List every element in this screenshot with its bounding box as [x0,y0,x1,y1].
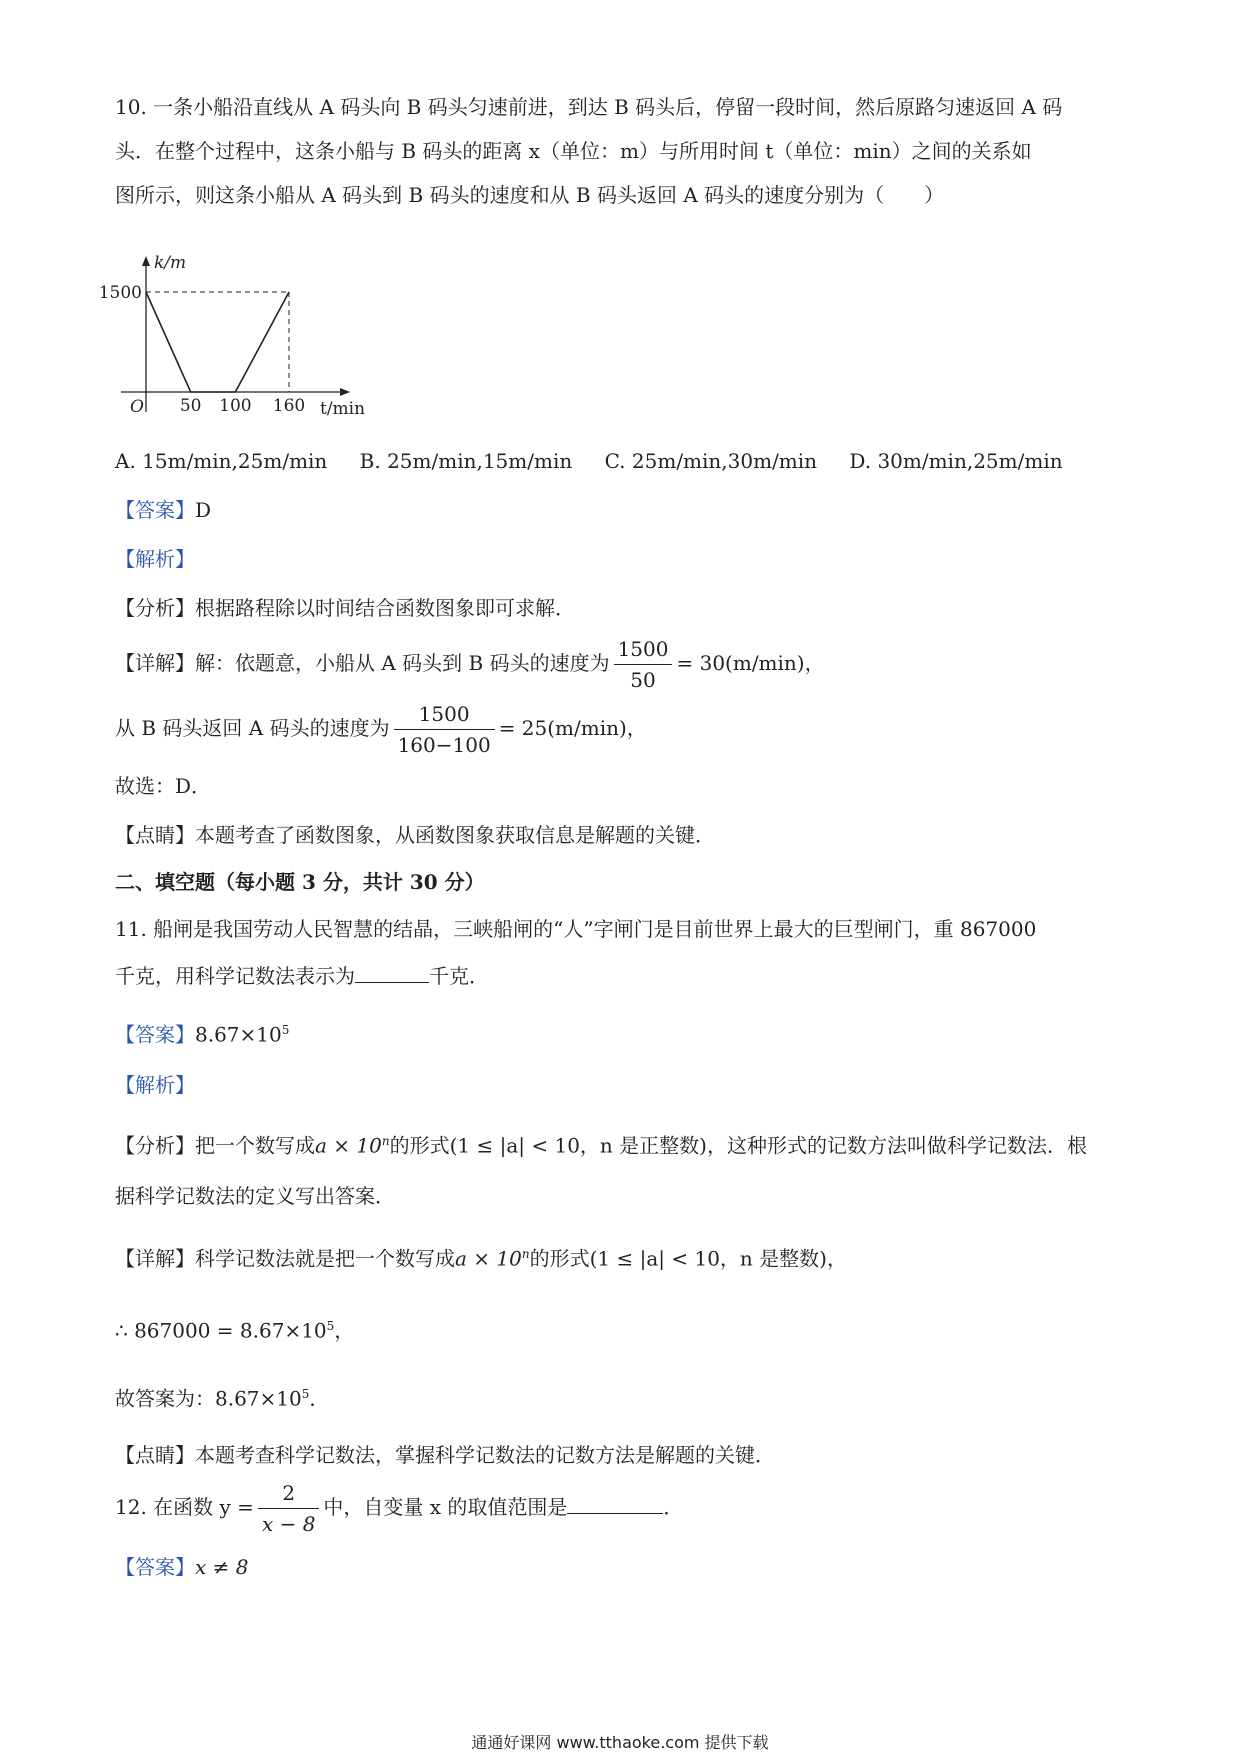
xiangjie-expr: a × 10 [455,1246,522,1271]
q12-answer-value: x ≠ 8 [195,1555,249,1579]
q11-line2-b: 千克． [429,964,489,988]
q11-final-answer [115,1380,329,1413]
q12-line [115,1476,683,1539]
xiangjie-text-b: 的形式(1 ≤ |a| < 10，n 是整数)， [529,1246,847,1271]
section-2-heading: 二、填空题（每小题 3 分，共计 30 分） [115,870,485,894]
q12-fraction [258,1478,319,1539]
q10-answer [115,496,211,524]
q11-equation [115,1312,354,1345]
eq-end: ， [334,1318,355,1343]
q11-answer [115,1016,289,1049]
eq-exp: 5 [326,1319,335,1333]
option-b: B. 25m/min,15m/min [359,449,573,473]
gu-end: ． [309,1386,330,1411]
q10-line3: 图所示，则这条小船从 A 码头到 B 码头的速度和从 B 码头返回 A 码头的速度分别为（ ） [115,183,945,207]
q11-line2-a: 千克，用科学记数法表示为 [115,964,355,988]
fenxi-exp: n [381,1134,390,1148]
q10-fenxi [115,594,575,622]
distance-time-chart [98,250,440,430]
answer-value: D [195,498,212,522]
q11-line1: 11. 船闸是我国劳动人民智慧的结晶，三峡船闸的“人”字闸门是目前世界上最大的巨型闸门，重 867000 [115,917,1037,941]
xiangjie-exp: n [521,1247,530,1261]
gu-pre: 故答案为：8.67×10 [115,1386,302,1411]
x-tick-100: 100 [219,396,252,416]
y-axis-label: k/m [154,253,187,273]
fenxi-text-a: 把一个数写成 [195,1133,315,1158]
eq-base: ∴ 867000 = 8.67×10 [115,1318,327,1343]
q12-answer [115,1553,248,1581]
q11-line2 [115,962,489,990]
q10-line2: 头．在整个过程中，这条小船与 B 码头的距离 x（单位：m）与所用时间 t（单位：min）之间的关系如 [115,139,1032,163]
q12-post: 中，自变量 x 的取值范围是 [323,1495,568,1519]
x-tick-160: 160 [272,396,306,416]
answer-tag: 【答案】 [115,1022,195,1047]
q12-frac-num: 2 [258,1478,319,1509]
q10-line1: 10. 一条小船沿直线从 A 码头向 B 码头匀速前进，到达 B 码头后，停留一段时间，然后原路匀速返回 A 码 [115,95,1063,119]
x-tick-50: 50 [179,396,202,416]
y-tick-1500: 1500 [98,283,142,303]
q10-analysis-tag: 【解析】 [115,547,195,571]
dianjing-text: 本题考查了函数图象，从函数图象获取信息是解题的关键． [195,823,715,847]
q10-guxuan: 故选：D． [115,774,212,798]
frac1-result: = 30(m/min)， [676,651,825,675]
xiangjie-tag: 【详解】 [115,1246,195,1271]
q10-return-speed [115,697,647,760]
x-axis-arrow [340,388,350,396]
answer-tag: 【答案】 [115,498,195,522]
y-axis-arrow [142,256,150,266]
dianjing-text: 本题考查科学记数法，掌握科学记数法的记数方法是解题的关键． [195,1443,775,1467]
xiangjie-tag: 【详解】 [115,651,195,675]
distance-line [146,292,289,392]
origin-label: O [130,397,144,417]
q12-frac-den: x − 8 [261,1512,316,1536]
option-c: C. 25m/min,30m/min [604,449,818,473]
xiangjie-text: 解：依题意，小船从 A 码头到 B 码头的速度为 [195,651,610,675]
x-axis-label: t/min [320,399,366,419]
q12-pre: 12. 在函数 y = [115,1495,254,1519]
gu-exp: 5 [301,1387,310,1401]
q11-fenxi-line2: 据科学记数法的定义写出答案． [115,1184,395,1208]
dianjing-tag: 【点睛】 [115,823,195,847]
fenxi-tag: 【分析】 [115,596,195,620]
fenxi-text: 根据路程除以时间结合函数图象即可求解． [195,596,575,620]
frac2-den: 160−100 [397,733,491,757]
q10-dianjing [115,821,715,849]
q11-answer-base: 8.67×10 [195,1022,282,1047]
q11-fenxi [115,1127,1087,1160]
q11-answer-blank [355,982,429,983]
frac1-den: 50 [630,668,656,692]
option-a: A. 15m/min,25m/min [115,449,328,473]
return-speed-text: 从 B 码头返回 A 码头的速度为 [115,716,390,740]
frac2-result: = 25(m/min)， [498,716,647,740]
frac2-num: 1500 [394,699,495,730]
xiangjie-text-a: 科学记数法就是把一个数写成 [195,1246,455,1271]
q11-analysis-tag: 【解析】 [115,1073,195,1097]
q12-end: ． [663,1495,684,1519]
fenxi-tag: 【分析】 [115,1133,195,1158]
fenxi-expr: a × 10 [315,1133,382,1158]
fenxi-text-b: 的形式(1 ≤ |a| < 10，n 是正整数)，这种形式的记数方法叫做科学记数法．根 [389,1133,1087,1158]
speed-fraction-1 [614,634,673,695]
speed-fraction-2 [394,699,495,760]
q11-xiangjie [115,1240,847,1273]
q10-xiangjie [115,632,825,695]
q10-options [115,447,1089,475]
q12-answer-blank [567,1513,663,1514]
frac1-num: 1500 [614,634,673,665]
q11-answer-exp: 5 [281,1023,290,1037]
footer-source: 通通好课网 www.tthaoke.com 提供下载 [471,1733,769,1752]
dianjing-tag: 【点睛】 [115,1443,195,1467]
q11-dianjing [115,1441,775,1469]
answer-tag: 【答案】 [115,1555,195,1579]
option-d: D. 30m/min,25m/min [849,449,1063,473]
